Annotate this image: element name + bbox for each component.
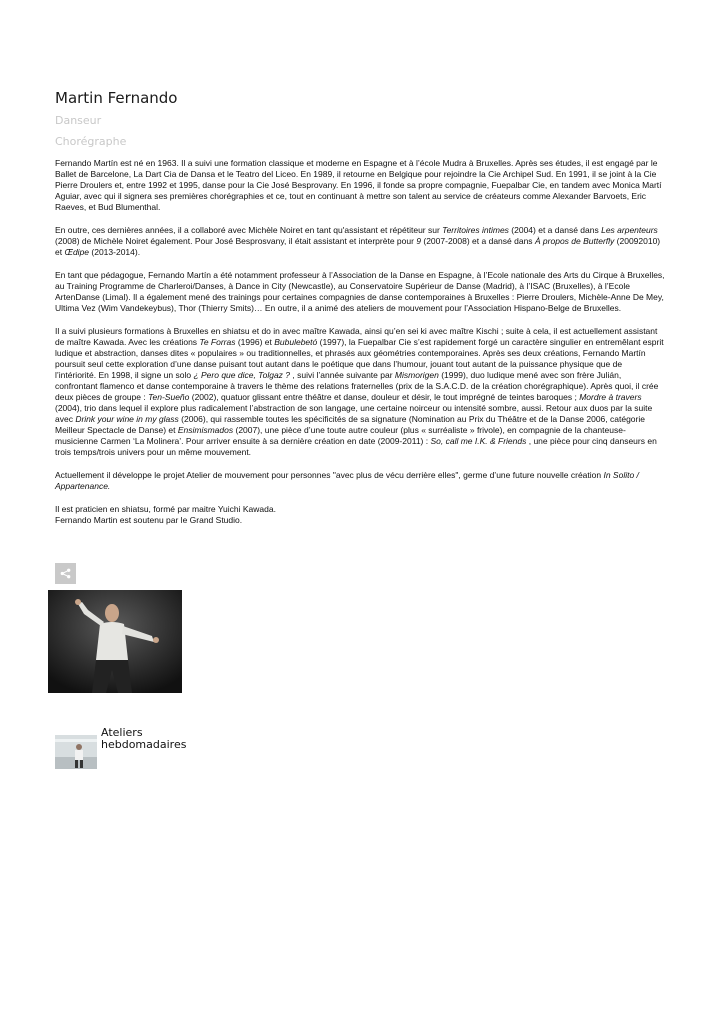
related-link-ateliers[interactable] [55, 727, 255, 772]
bio-paragraph-1: Fernando Martín est né en 1963. Il a suivi une formation classique et moderne en Espagne et à l’école Mudra à Bruxelles. Après ses études, il est engagé par le Ballet de Barcelone, La Dart Cia de Dansa et le Teatro del Liceo. En 1989, il retourne en Belgique pour rejoindre la Cie Archipel Sud. En 1991, il se joint à la Cie Pierre Droulers et, entre 1992 et 1995, danse pour la Cie José Besprovany. En 1996, il fonde sa propre compagnie, Fuepalbar Cie, en tandem avec Monica Martí Aguiar, avec qui il signera ses premières chorégraphies et ce, tout en continuant à mettre son talent au service de créateurs comme Alexander Barvoets, Eric Raeves, et Bud Blumenthal. [55, 158, 662, 212]
bio-paragraph-6: Il est praticien en shiatsu, formé par maitre Yuichi Kawada. Fernando Martin est soutenu par le Grand Studio. [55, 504, 276, 525]
dancer-photo[interactable] [48, 590, 182, 693]
biography [55, 158, 665, 526]
role-choreographer: Chorégraphe [55, 135, 127, 148]
role-dancer: Danseur [55, 114, 102, 127]
share-icon [60, 568, 71, 579]
profile [55, 88, 665, 538]
bio-paragraph-2: En outre, ces dernières années, il a collaboré avec Michèle Noiret en tant qu'assistant et répétiteur sur Territoires intimes (2004) et a dansé dans Les arpenteurs (2008) de Michèle Noiret également. Pour José Besprosvany, il était assistant et interprète pour 9 (2007-2008) et a dansé dans À propos de Butterfly (20092010) et Œdipe (2013-2014). [55, 225, 661, 257]
page-title: Martin Fernando [55, 89, 178, 107]
related-thumbnail [55, 735, 97, 769]
related-label[interactable]: Ateliers hebdomadaires [101, 726, 187, 751]
share-button[interactable] [55, 563, 76, 584]
bio-paragraph-5: Actuellement il développe le projet Atelier de mouvement pour personnes "avec plus de vécu derrière elles", germe d’une future nouvelle création In Solito / Appartenance. [55, 470, 639, 491]
bio-paragraph-3: En tant que pédagogue, Fernando Martín a été notamment professeur à l’Association de la Danse en Espagne, à l’Ecole nationale des Arts du Cirque à Bruxelles, au Training Programme de Charleroi/Danses, à Dance in City (Newcastle), au Conservatoire Supérieur de Danse (Madrid), à l’ISAC (Bruxelles), à l’Ecole ArtenDanse (Limal). Il a également mené des trainings pour certaines compagnies de danse contemporaines à Bruxelles : Pierre Droulers, Michèle-Anne De Mey, Ultima Vez (Wim Vandekeybus), Thor (Thierry Smits)… En outre, il a animé des ateliers de mouvement pour l’Association Hispano-Belge de Bruxelles. [55, 270, 665, 313]
bio-paragraph-4: Il a suivi plusieurs formations à Bruxelles en shiatsu et do in avec maître Kawada, ainsi qu’en sei ki avec maître Kischi ; suite à cela, il est actuellement assistant de maître Kawada. Avec les créations Te Forras (1996) et Bubulebetó (1997), la Fuepalbar Cie s’est rapidement forgé un caractère singulier en entremêlant esprit ludique et abstraction, danses dites « populaires » ou traditionnelles, et phrasés aux géométries contemporaines. Après ses deux créations, Fernando Martín poursuit seul cette exploration d’une danse puisant tout autant dans le poétique que dans l’humour, jouant tout autant de la puissance physique que de l’intériorité. En 1998, il signe un solo ¿ Pero que dice, Tolgaz ? , suivi l’année suivante par Mismorigen (1999), duo ludique mené avec son frère Julián, confrontant flamenco et danse contemporaine à travers le thème des relations fraternelles (prix de la S.A.C.D. de la création chorégraphique). Après quoi, il crée deux pièces de groupe : Ten-Sueño (2002), quatuor glissant entre théâtre et danse, douleur et désir, le tout imprégné de teintes baroques ; Mordre à travers (2004), trio dans lequel il explore plus radicalement l’abstraction de son langage, une certaine noirceur ou intensité sombre, aussi. Retour aux duos par la suite avec Drink your wine in my glass (2006), qui rassemble toutes les spécificités de sa signature (Nomination au Prix du Théâtre et de la Danse 2006, catégorie Meilleur Spectacle de Danse) et Ensimismados (2007), une pièce d’une toute autre couleur (plus « surréaliste » frivole), en compagnie de la chanteuse-musicienne Carmen ‘La Molinera’. Pour arriver ensuite à sa dernière création en date (2009-2011) : So, call me I.K. & Friends , une pièce pour cinq danseurs en trois temps/trois univers pour un même mouvement. [55, 326, 664, 457]
